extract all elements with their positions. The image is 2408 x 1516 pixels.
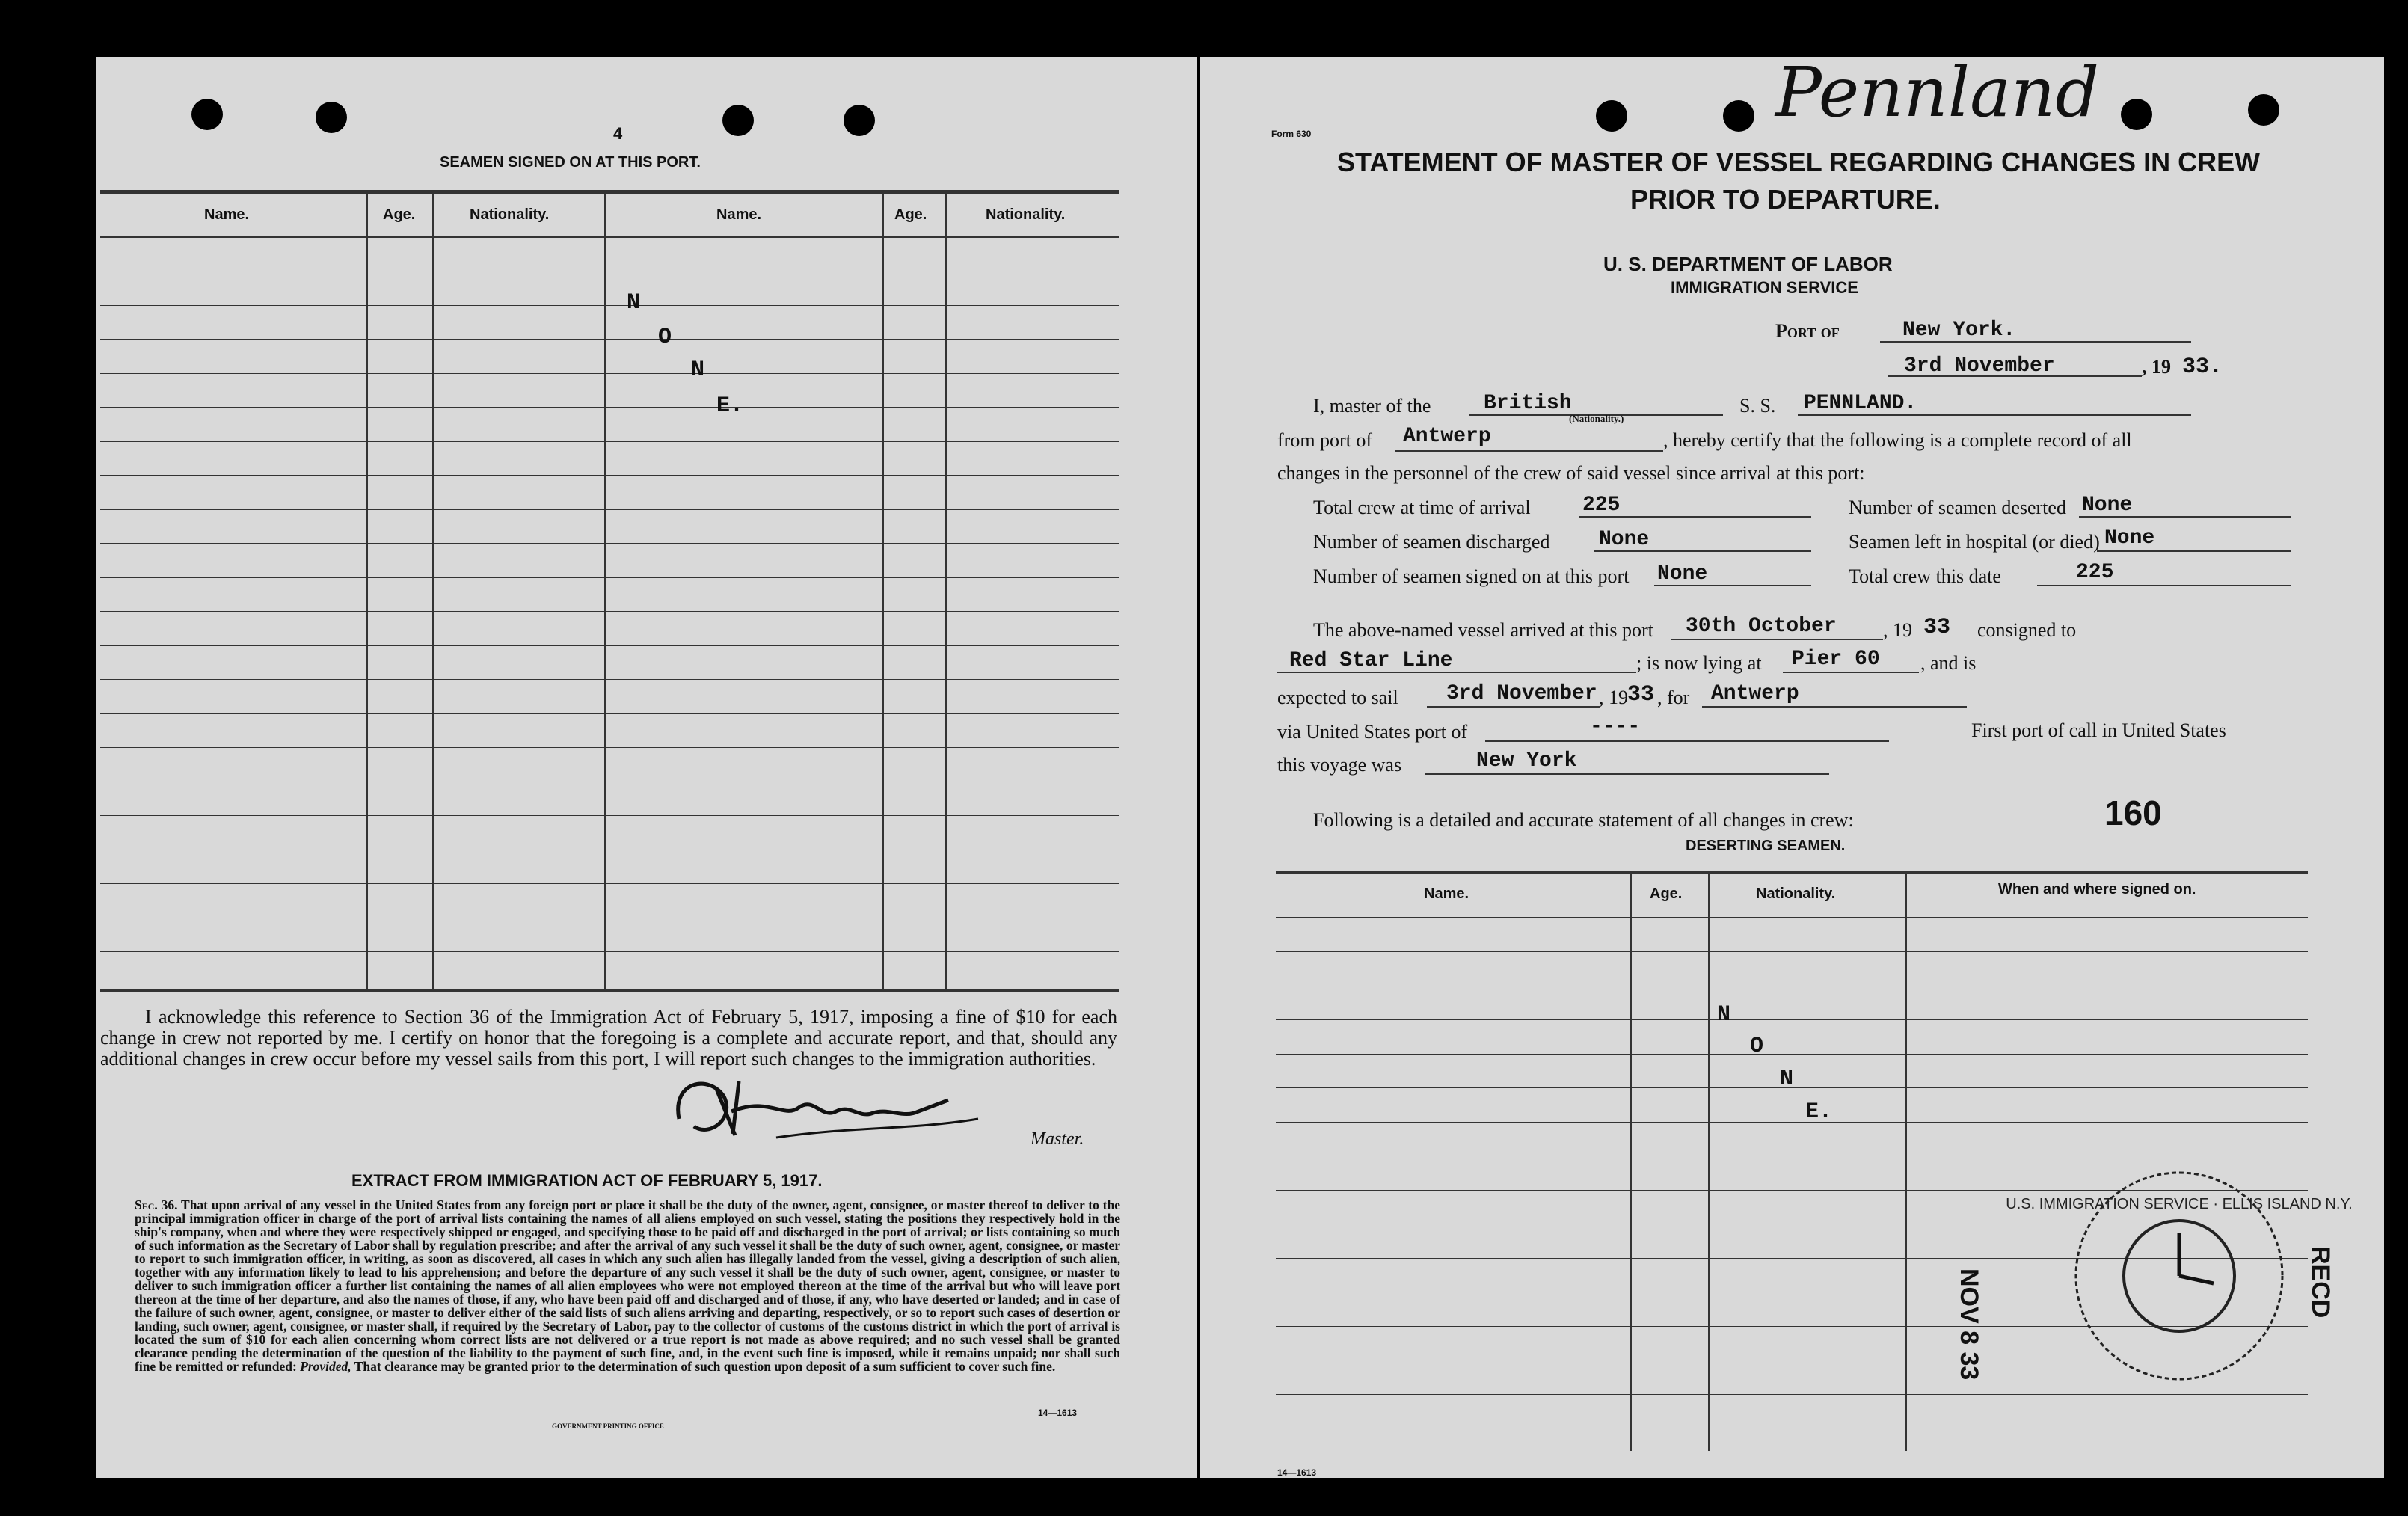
certify-text: , hereby certify that the following is a complete record of all	[1663, 429, 2132, 451]
arrived-year-prefix: , 19	[1883, 619, 1912, 641]
from-port-label: from port of	[1277, 429, 1373, 451]
hospital-value: None	[2104, 527, 2155, 550]
section-body: That upon arrival of any vessel in the United States from any foreign port or place it shall be the duty of the owner, agent, consignee, or master thereof to deliver to the principal immigration officer in charge of the port of arrival lists containing the names of all aliens employed on such vessel, stating the positions they respectively hold in the ship's company, when and where they were respectively shipped or engaged, and specifying those to be paid off and discharged in the port of arrival; or lists containing so much of such information as the Secretary of Labor shall by regulation prescribe; and after the arrival of any such vessel it shall be the duty of such owner, agent, consignee, or master to report to such immigration officer, in writing, as soon as discovered, all cases in which any such alien has illegally landed from the vessel, giving a description of such alien, together with any information likely to lead to his apprehension; and before the departure of any such vessel it shall be the duty of such owner, agent, consignee, or master to deliver to such immigration officer a further list containing the names of all alien employees who were not employed thereon at the time of the arrival but who will leave port thereon at the time of her departure, and also the names of those, if any, who have been paid off and discharged and of those, if any, who have deserted or landed; and in case of the failure of such owner, agent, consignee, or master to deliver either of the said lists of such aliens arriving and departing, respectively, or so to report such cases of desertion or landing, such owner, agent, consignee, or master shall, if required by the Secretary of Labor, pay to the collector of customs of the customs district in which the port of arrival is located the sum of $10 for each alien concerning whom correct lists are not delivered or a true report is not made as above required; and no such vessel shall be granted clearance pending the determination of the question of the liability to the payment of such fine, and, in the event such fine is imposed, while it remains unpaid; nor shall such fine be remitted or refunded:	[135, 1197, 1120, 1374]
service: IMMIGRATION SERVICE	[1671, 278, 1858, 297]
section-label: Sec. 36.	[135, 1197, 178, 1212]
table-row-rule	[100, 441, 1119, 442]
table-row-rule	[100, 475, 1119, 476]
none-letter: N	[1717, 1002, 1731, 1028]
none-letter: E.	[716, 393, 744, 419]
table-row-rule	[1276, 1394, 2308, 1395]
lying-label: ; is now lying at	[1636, 652, 1762, 674]
master-of-label: I, master of the	[1313, 395, 1431, 417]
column-divider	[882, 191, 884, 990]
discharged-label: Number of seamen discharged	[1313, 531, 1550, 553]
printer-line: GOVERNMENT PRINTING OFFICE	[552, 1423, 664, 1430]
pier-value: Pier 60	[1792, 648, 1880, 671]
column-divider	[366, 191, 368, 990]
nationality-value: British	[1484, 392, 1572, 415]
discharged-value: None	[1599, 528, 1650, 551]
table-row-rule	[100, 373, 1119, 374]
table-row-rule	[100, 713, 1119, 714]
deserted-value: None	[2082, 494, 2133, 517]
destination-value: Antwerp	[1711, 682, 1799, 705]
department: U. S. DEPARTMENT OF LABOR	[1603, 253, 1893, 275]
ship-value: PENNLAND.	[1804, 392, 1917, 415]
total-crew-value: 225	[1582, 494, 1621, 517]
arrived-label: The above-named vessel arrived at this port	[1313, 619, 1653, 641]
port-label: Port of	[1775, 320, 1840, 342]
sail-year: 33	[1627, 682, 1655, 708]
column-divider	[945, 191, 947, 990]
ss-label: S. S.	[1739, 395, 1776, 417]
table-row-rule	[100, 747, 1119, 748]
none-letter: O	[1750, 1034, 1764, 1059]
header-name: Name.	[716, 206, 762, 223]
header-age: Age.	[1650, 886, 1683, 902]
form-subtitle: PRIOR TO DEPARTURE.	[1630, 184, 1941, 215]
first-port-label: First port of call in United States	[1971, 719, 2226, 741]
header-age: Age.	[894, 206, 927, 223]
table-row-rule	[1276, 951, 2308, 952]
deserted-label: Number of seamen deserted	[1849, 497, 2066, 518]
acknowledgment-text: I acknowledge this reference to Section 36 of the Immigration Act of February 5, 1917, imposing a fine of $10 for each change in crew not reported by me. I certify on honor that the foregoing is a complete and accurate report, and that, should any additional changes in crew occur before my vessel sails from this port, I will report such changes to the immigration authorities.	[100, 1006, 1117, 1070]
hospital-label: Seamen left in hospital (or died)	[1849, 531, 2100, 553]
punch-hole	[722, 105, 754, 136]
table-row-rule	[100, 815, 1119, 816]
sail-date-field	[1427, 706, 1600, 708]
destination-field	[1702, 706, 1967, 708]
nationality-caption: (Nationality.)	[1569, 413, 1624, 424]
from-port-field	[1395, 450, 1663, 452]
voyage-value: New York	[1476, 749, 1577, 773]
handwritten-ship-name: Pennland	[1775, 52, 2100, 132]
punch-hole	[191, 99, 223, 130]
stamp-recd: RECD	[2306, 1246, 2335, 1319]
left-page	[96, 57, 1197, 1478]
signed-on-value: None	[1657, 562, 1708, 586]
table-row-rule	[100, 679, 1119, 680]
via-value: ----	[1590, 715, 1641, 738]
arrived-value: 30th October	[1686, 615, 1837, 638]
none-letter: O	[658, 325, 672, 350]
form-code: 14—1613	[1038, 1408, 1078, 1418]
year-value: 33.	[2182, 355, 2223, 380]
sail-date-value: 3rd November	[1446, 682, 1597, 705]
deserting-title: DESERTING SEAMEN.	[1686, 838, 1846, 854]
consigned-label: consigned to	[1977, 619, 2077, 641]
table-row-rule	[100, 577, 1119, 578]
proviso-label: Provided,	[300, 1359, 351, 1374]
none-letter: E.	[1805, 1099, 1833, 1125]
section-36-text	[135, 1198, 1120, 1373]
column-divider	[1905, 872, 1907, 1451]
punch-hole	[1723, 100, 1754, 132]
table-row-rule	[100, 407, 1119, 408]
for-label: , for	[1657, 687, 1690, 708]
form-label: Form 630	[1271, 129, 1312, 139]
header-nationality: Nationality.	[470, 206, 550, 223]
sail-year-prefix: , 19	[1599, 687, 1628, 708]
none-letter: N	[1780, 1067, 1794, 1092]
column-divider	[604, 191, 606, 990]
column-divider	[432, 191, 434, 990]
table-top-rule	[1276, 871, 2308, 874]
column-divider	[1708, 872, 1710, 1451]
page-number: 4	[613, 124, 623, 143]
extract-title: EXTRACT FROM IMMIGRATION ACT OF FEBRUARY 5, 1917.	[351, 1171, 823, 1190]
stamp-text: U.S. IMMIGRATION SERVICE · ELLIS ISLAND N.Y.	[2006, 1196, 2353, 1212]
punch-hole	[1596, 100, 1627, 132]
table-row-rule	[100, 951, 1119, 952]
signed-on-label: Number of seamen signed on at this port	[1313, 565, 1630, 587]
form-code: 14—1613	[1277, 1467, 1317, 1478]
right-page	[1200, 52, 2384, 1478]
following-label: Following is a detailed and accurate statement of all changes in crew:	[1313, 809, 1854, 831]
arrived-field	[1671, 639, 1883, 640]
via-label: via United States port of	[1277, 721, 1468, 743]
from-port-value: Antwerp	[1403, 425, 1491, 448]
punch-hole	[844, 105, 875, 136]
proviso-body: That clearance may be granted prior to the determination of such question upon deposit of a sum sufficient to cover such fine.	[354, 1359, 1056, 1374]
voyage-field	[1425, 773, 1829, 775]
arrived-year: 33	[1923, 615, 1951, 640]
punch-hole	[2121, 99, 2152, 130]
year-prefix: , 19	[2142, 356, 2171, 378]
punch-hole	[2248, 94, 2279, 126]
pier-field	[1783, 672, 1919, 673]
header-nationality: Nationality.	[986, 206, 1066, 223]
total-today-value: 225	[2076, 561, 2114, 584]
hospital-field	[2097, 550, 2291, 552]
header-age: Age.	[383, 206, 416, 223]
punch-hole	[316, 102, 347, 133]
table-row-rule	[100, 509, 1119, 510]
header-nationality: Nationality.	[1756, 886, 1836, 902]
none-letter: N	[691, 357, 705, 383]
received-stamp	[1955, 1164, 2353, 1388]
master-signature	[664, 1067, 993, 1149]
port-value: New York.	[1902, 319, 2016, 342]
expected-label: expected to sail	[1277, 687, 1398, 708]
form-title: STATEMENT OF MASTER OF VESSEL REGARDING CHANGES IN CREW	[1337, 147, 2261, 177]
header-name: Name.	[1424, 886, 1469, 902]
total-today-field	[2037, 585, 2291, 586]
table-header-rule	[1276, 917, 2308, 918]
table-row-rule	[100, 611, 1119, 612]
table-row-rule	[1276, 1054, 2308, 1055]
table-top-rule	[100, 190, 1119, 194]
voyage-label: this voyage was	[1277, 754, 1402, 776]
table-bottom-rule	[100, 989, 1119, 992]
date-value: 3rd November	[1904, 355, 2055, 378]
section-title: SEAMEN SIGNED ON AT THIS PORT.	[440, 154, 701, 171]
table-row-rule	[100, 543, 1119, 544]
header-signed-on: When and where signed on.	[1998, 881, 2196, 897]
changes-text: changes in the personnel of the crew of said vessel since arrival at this port:	[1277, 462, 1865, 484]
header-name: Name.	[204, 206, 250, 223]
consignee-value: Red Star Line	[1289, 649, 1453, 672]
table-header-rule	[100, 236, 1119, 238]
table-row-rule	[100, 339, 1119, 340]
and-is-label: , and is	[1920, 652, 1977, 674]
total-crew-label: Total crew at time of arrival	[1313, 497, 1531, 518]
table-row-rule	[1276, 1019, 2308, 1020]
stamp-date: NOV 8 33	[1955, 1268, 1983, 1381]
column-divider	[1630, 872, 1632, 1451]
master-label: Master.	[1031, 1129, 1084, 1149]
total-today-label: Total crew this date	[1849, 565, 2001, 587]
table-row-rule	[100, 305, 1119, 306]
handwritten-number: 160	[2104, 794, 2162, 832]
none-letter: N	[627, 290, 641, 316]
table-row-rule	[100, 883, 1119, 884]
via-field	[1485, 740, 1889, 742]
table-row-rule	[100, 645, 1119, 646]
table-row-rule	[1276, 1122, 2308, 1123]
